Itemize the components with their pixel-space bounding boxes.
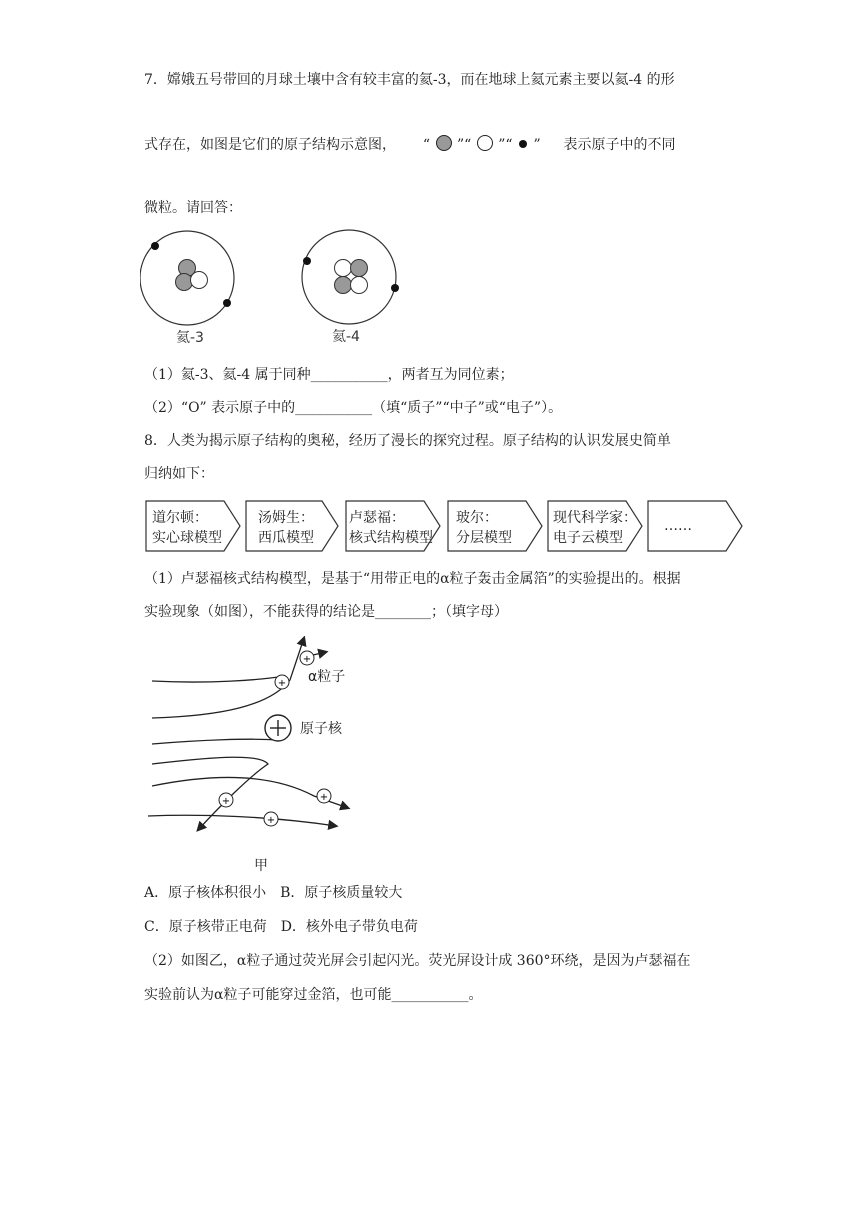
electron-icon	[151, 242, 159, 250]
alpha-label: α粒子	[308, 669, 346, 685]
legend-quote: ”	[533, 137, 541, 153]
proton-icon	[335, 277, 352, 294]
atomic-nucleus	[265, 715, 291, 741]
svg-text:现代科学家：: 现代科学家：	[553, 510, 637, 526]
atom-model-history-flow	[142, 498, 748, 556]
flow-step	[648, 501, 742, 551]
svg-text:道尔顿：: 道尔顿：	[152, 510, 208, 526]
electron-icon	[303, 257, 311, 265]
electron-icon	[391, 284, 399, 292]
alpha-track	[152, 739, 278, 744]
flow-step	[146, 501, 240, 551]
flow-step	[246, 501, 338, 551]
alpha-particle-icon	[219, 793, 233, 807]
svg-text:……: ……	[664, 518, 692, 534]
electron-icon	[223, 299, 231, 307]
legend-black-dot-icon	[517, 134, 529, 152]
figure-caption: 甲	[254, 858, 268, 874]
q7-line3: 微粒。请回答：	[144, 200, 242, 216]
legend-quote: ”“	[498, 137, 513, 153]
q8-options-line1: A．原子核体积很小 B．原子核质量较大	[144, 885, 403, 901]
svg-text:+: +	[266, 815, 276, 826]
q7-sub1: （1）氦-3、氦-4 属于同种___________，两者互为同位素；	[144, 367, 514, 383]
svg-text:卢瑟福：: 卢瑟福：	[349, 510, 405, 526]
alpha-particle-icon	[317, 789, 331, 803]
legend-gray-circle-icon	[435, 134, 453, 152]
svg-text:+: +	[277, 678, 287, 689]
helium-3-atom	[140, 231, 234, 325]
svg-text:玻尔：: 玻尔：	[456, 510, 498, 526]
legend-quote: “	[422, 137, 431, 153]
q8-sub1-line2: 实验现象（如图），不能获得的结论是________；（填字母）	[144, 604, 508, 620]
legend-white-circle-icon	[476, 134, 494, 152]
q8-sub2-line1: （2）如图乙，α粒子通过荧光屏会引起闪光。荧光屏设计成 360°环绕，是因为卢瑟福在	[144, 953, 691, 969]
q8-sub2-line2: 实验前认为α粒子可能穿过金箔，也可能___________。	[144, 987, 483, 1003]
neutron-icon	[335, 260, 352, 277]
flow-step	[448, 501, 542, 551]
q8-line2: 归纳如下：	[144, 466, 214, 482]
svg-text:汤姆生：: 汤姆生：	[258, 510, 314, 526]
svg-text:实心球模型: 实心球模型	[152, 530, 222, 546]
svg-text:西瓜模型: 西瓜模型	[258, 530, 314, 546]
q7-line1: 7．嫦娥五号带回的月球土壤中含有较丰富的氦-3，而在地球上氦元素主要以氦-4 的形	[144, 72, 675, 88]
alpha-track	[148, 815, 336, 826]
rutherford-scattering-figure	[140, 636, 370, 876]
q7-sub2: （2）“O” 表示原子中的___________（填“质子”“中子”或“电子”）。	[144, 400, 563, 416]
legend-quote: ”“	[456, 137, 472, 153]
svg-text:+: +	[221, 796, 231, 807]
proton-icon	[351, 260, 368, 277]
proton-icon	[176, 274, 193, 291]
alpha-particle-icon	[300, 651, 314, 665]
helium-4-atom	[302, 230, 399, 324]
flow-step	[346, 501, 440, 551]
svg-text:核式结构模型: 核式结构模型	[349, 530, 433, 546]
svg-text:+: +	[302, 654, 312, 665]
q7-line2	[144, 134, 676, 155]
neutron-icon	[351, 277, 368, 294]
alpha-track	[152, 676, 285, 682]
atom-left-label: 氦-3	[176, 330, 204, 346]
q8-options-line2: C．原子核带正电荷 D．核外电子带负电荷	[144, 919, 418, 935]
neutron-icon	[191, 272, 208, 289]
svg-text:+: +	[319, 792, 329, 803]
svg-text:电子云模型: 电子云模型	[553, 530, 623, 546]
flow-step	[548, 501, 642, 551]
nucleus-label: 原子核	[300, 721, 342, 737]
q7-line2-text: 式存在，如图是它们的原子结构示意图，	[144, 137, 396, 153]
svg-text:分层模型: 分层模型	[456, 530, 512, 546]
q8-sub1-line1: （1）卢瑟福核式结构模型，是基于“用带正电的α粒子轰击金属箔”的实验提出的。根据	[144, 571, 681, 587]
atom-right-label: 氦-4	[332, 329, 360, 345]
alpha-track	[152, 757, 268, 830]
q7-line2-tail: 表示原子中的不同	[563, 137, 676, 153]
alpha-particle-icon	[275, 675, 289, 689]
q8-line1: 8．人类为揭示原子结构的奥秘，经历了漫长的探究过程。原子结构的认识发展史简单	[144, 433, 671, 449]
atom-structure-figure	[140, 228, 440, 350]
alpha-particle-icon	[264, 812, 278, 826]
